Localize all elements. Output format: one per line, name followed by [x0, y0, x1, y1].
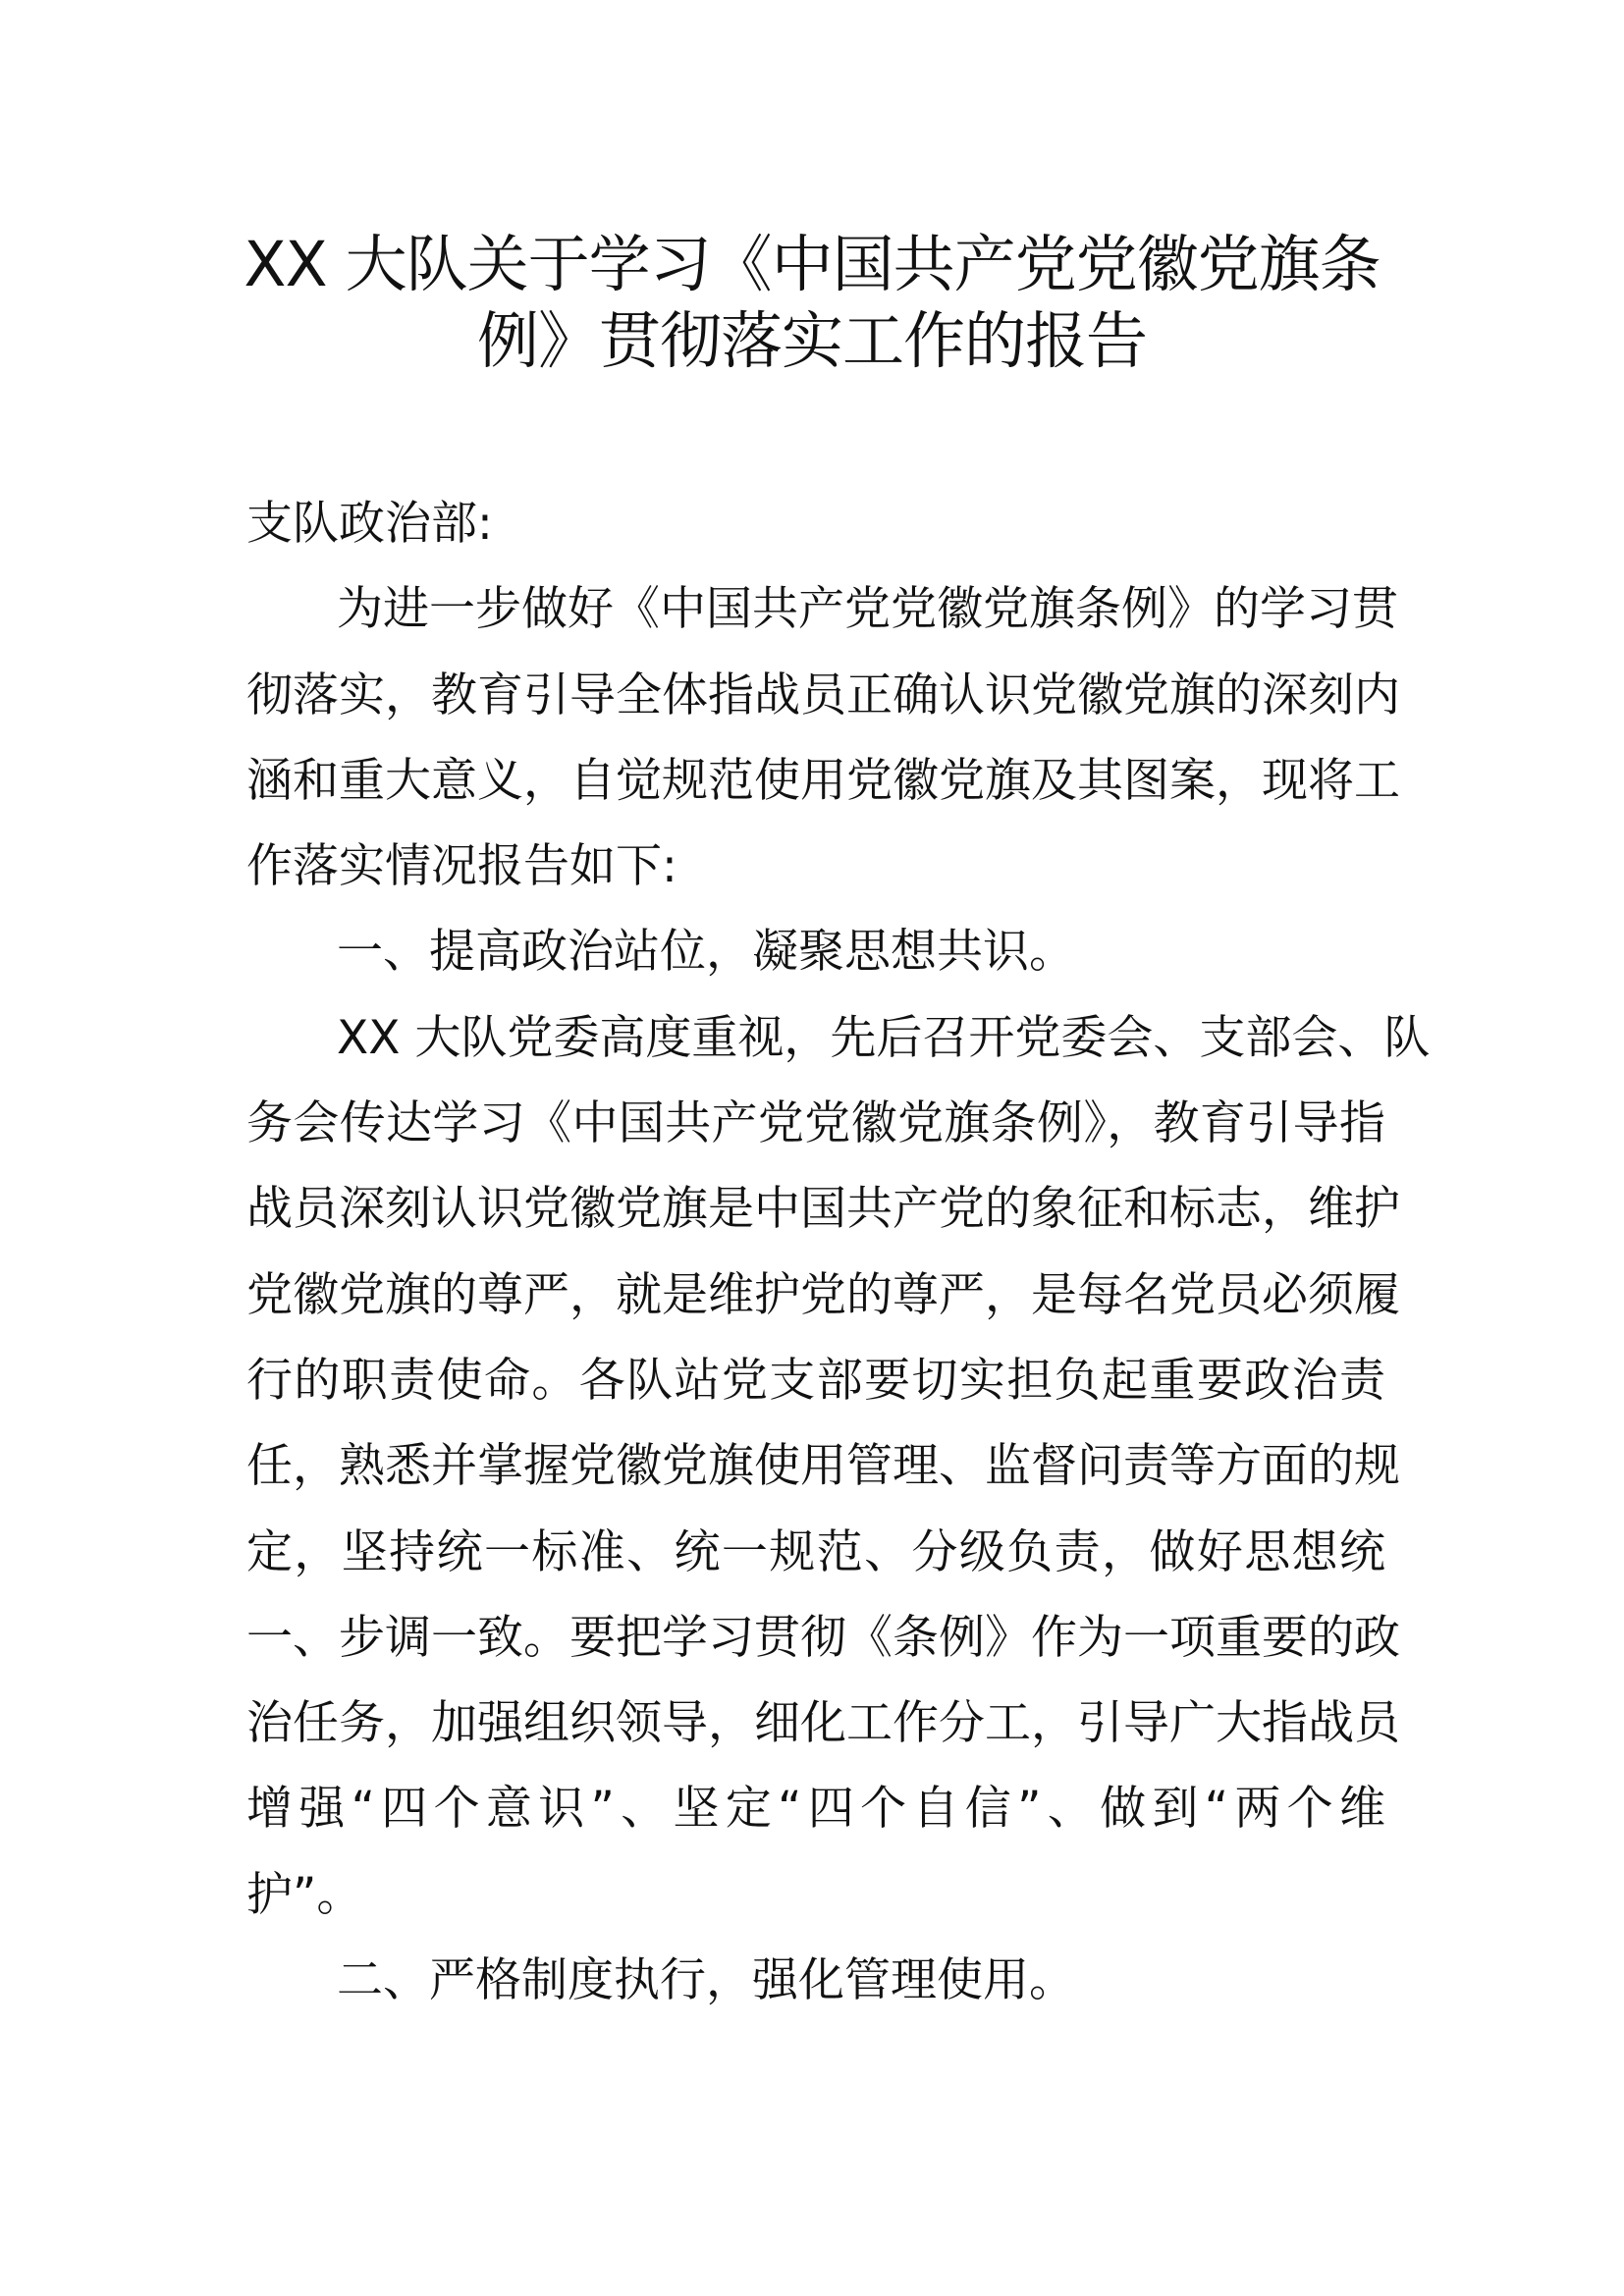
text-line: 务会传达学习《中国共产党党徽党旗条例》，教育引导指	[246, 1096, 1385, 1151]
text-line: 护”。	[246, 1867, 363, 1922]
salutation: 支队政治部:	[246, 497, 493, 551]
heading-line: 一、提高政治站位，凝聚思想共识。	[337, 925, 1075, 980]
text-line: XX 大队党委高度重视，先后召开党委会、支部会、队	[337, 1010, 1431, 1065]
text-line: 定，坚持统一标准、统一规范、分级负责，做好思想统	[246, 1524, 1385, 1579]
title-line-2: 例》贯彻落实工作的报告	[477, 305, 1147, 377]
text-line: 一、步调一致。要把学习贯彻《条例》作为一项重要的政	[246, 1610, 1400, 1665]
paragraph-section-1	[246, 995, 1431, 1938]
text-line: 战员深刻认识党徽党旗是中国共产党的象征和标志，维护	[246, 1182, 1400, 1237]
text-line: 行的职责使命。各队站党支部要切实担负起重要政治责	[246, 1353, 1385, 1408]
paragraph-intro	[246, 566, 1400, 909]
text-line: 涵和重大意义，自觉规范使用党徽党旗及其图案，现将工	[246, 753, 1400, 808]
title-line-1: XX 大队关于学习《中国共产党党徽党旗条	[244, 229, 1380, 300]
text-line: 治任务，加强组织领导，细化工作分工，引导广大指战员	[246, 1696, 1400, 1751]
text-line: 作落实情况报告如下:	[246, 839, 677, 894]
text-line: 为进一步做好《中国共产党党徽党旗条例》的学习贯	[337, 582, 1398, 637]
text-line: 彻落实，教育引导全体指战员正确认识党徽党旗的深刻内	[246, 667, 1400, 722]
document-body	[246, 481, 1431, 2023]
document-title	[196, 227, 1428, 380]
section-heading-2	[246, 1938, 1385, 2023]
text-line: 增强“四个意识”、坚定“四个自信”、做到“两个维	[246, 1782, 1385, 1837]
text-line: 任，熟悉并掌握党徽党旗使用管理、监督问责等方面的规	[246, 1439, 1400, 1494]
text-line: 党徽党旗的尊严，就是维护党的尊严，是每名党员必须履	[246, 1267, 1400, 1322]
heading-line: 二、严格制度执行，强化管理使用。	[337, 1953, 1075, 2008]
section-heading-1	[246, 909, 1385, 994]
